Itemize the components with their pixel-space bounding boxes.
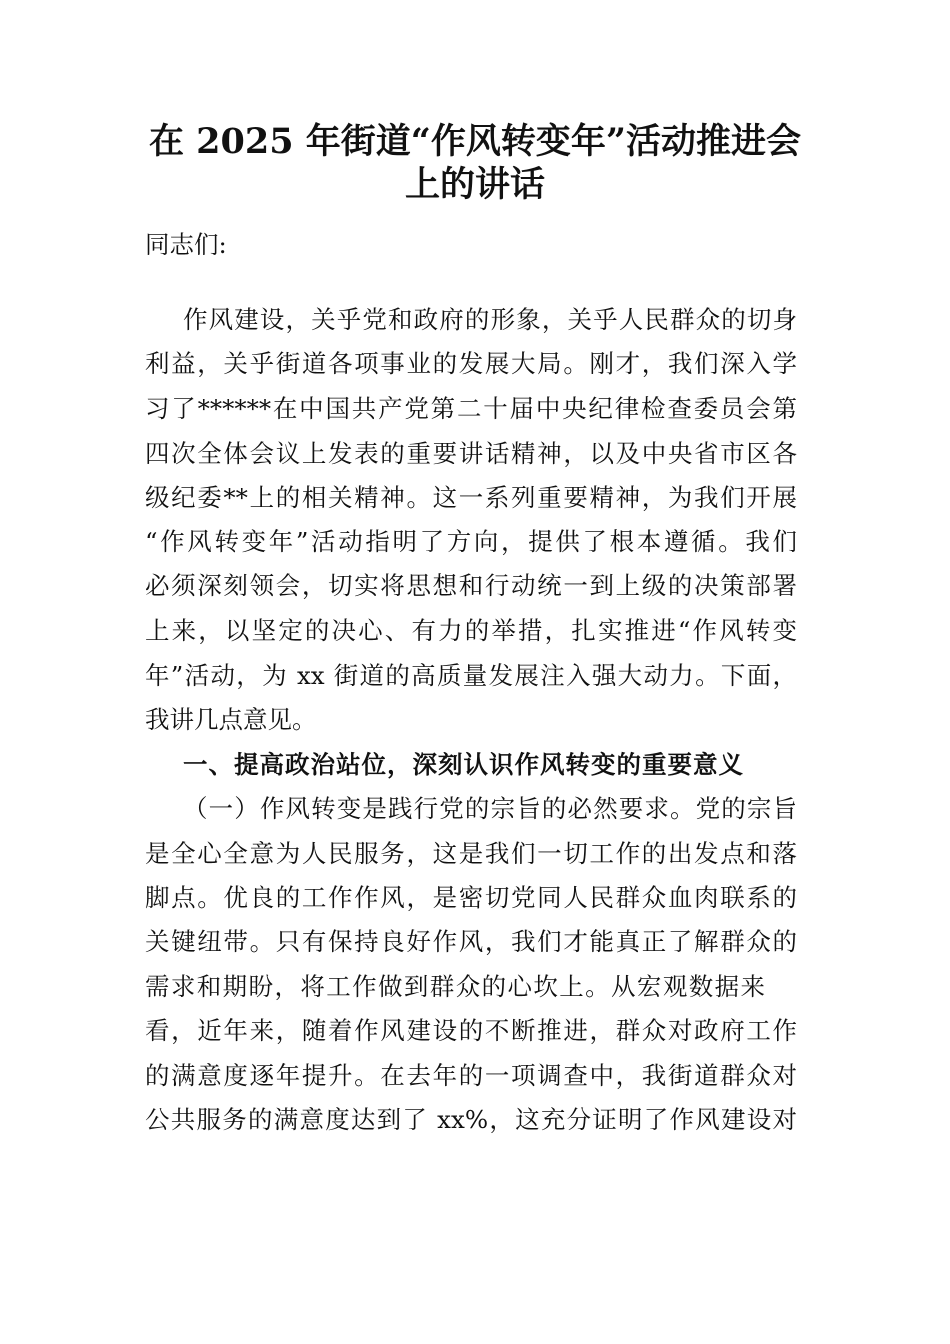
paragraph-line: 关键纽带。只有保持良好作风，我们才能真正了解群众的 <box>145 927 797 956</box>
salutation: 同志们: <box>145 230 227 259</box>
paragraph-line: （一）作风转变是践行党的宗旨的必然要求。党的宗旨 <box>183 794 797 823</box>
paragraph-line: “作风转变年”活动指明了方向，提供了根本遵循。我们 <box>145 527 797 556</box>
paragraph-line: 看，近年来，随着作风建设的不断推进，群众对政府工作 <box>145 1016 797 1045</box>
section-heading: 一、提高政治站位，深刻认识作风转变的重要意义 <box>183 750 743 779</box>
paragraph-line: 公共服务的满意度达到了 xx%，这充分证明了作风建设对 <box>145 1105 797 1134</box>
paragraph-line: 必须深刻领会，切实将思想和行动统一到上级的决策部署 <box>145 571 797 600</box>
paragraph-line: 年”活动，为 xx 街道的高质量发展注入强大动力。下面， <box>145 661 797 690</box>
paragraph-line: 上来，以坚定的决心、有力的举措，扎实推进“作风转变 <box>145 616 797 645</box>
paragraph-line: 脚点。优良的工作作风，是密切党同人民群众血肉联系的 <box>145 883 797 912</box>
paragraph-line: 的满意度逐年提升。在去年的一项调查中，我街道群众对 <box>145 1061 797 1090</box>
paragraph-line: 利益，关乎街道各项事业的发展大局。刚才，我们深入学 <box>145 349 797 378</box>
paragraph-line: 我讲几点意见。 <box>145 705 317 734</box>
paragraph-line: 四次全体会议上发表的重要讲话精神，以及中央省市区各 <box>145 439 797 468</box>
paragraph-line: 级纪委**上的相关精神。这一系列重要精神，为我们开展 <box>145 483 797 512</box>
paragraph-line: 作风建设，关乎党和政府的形象，关乎人民群众的切身 <box>183 305 797 334</box>
title-line-1: 在 2025 年街道“作风转变年”活动推进会 <box>148 121 802 162</box>
paragraph-line: 习了******在中国共产党第二十届中央纪律检查委员会第 <box>145 394 797 423</box>
paragraph-line: 是全心全意为人民服务，这是我们一切工作的出发点和落 <box>145 839 797 868</box>
title-line-2: 上的讲话 <box>404 164 545 205</box>
paragraph-line: 需求和期盼，将工作做到群众的心坎上。从宏观数据来 <box>145 972 765 1001</box>
